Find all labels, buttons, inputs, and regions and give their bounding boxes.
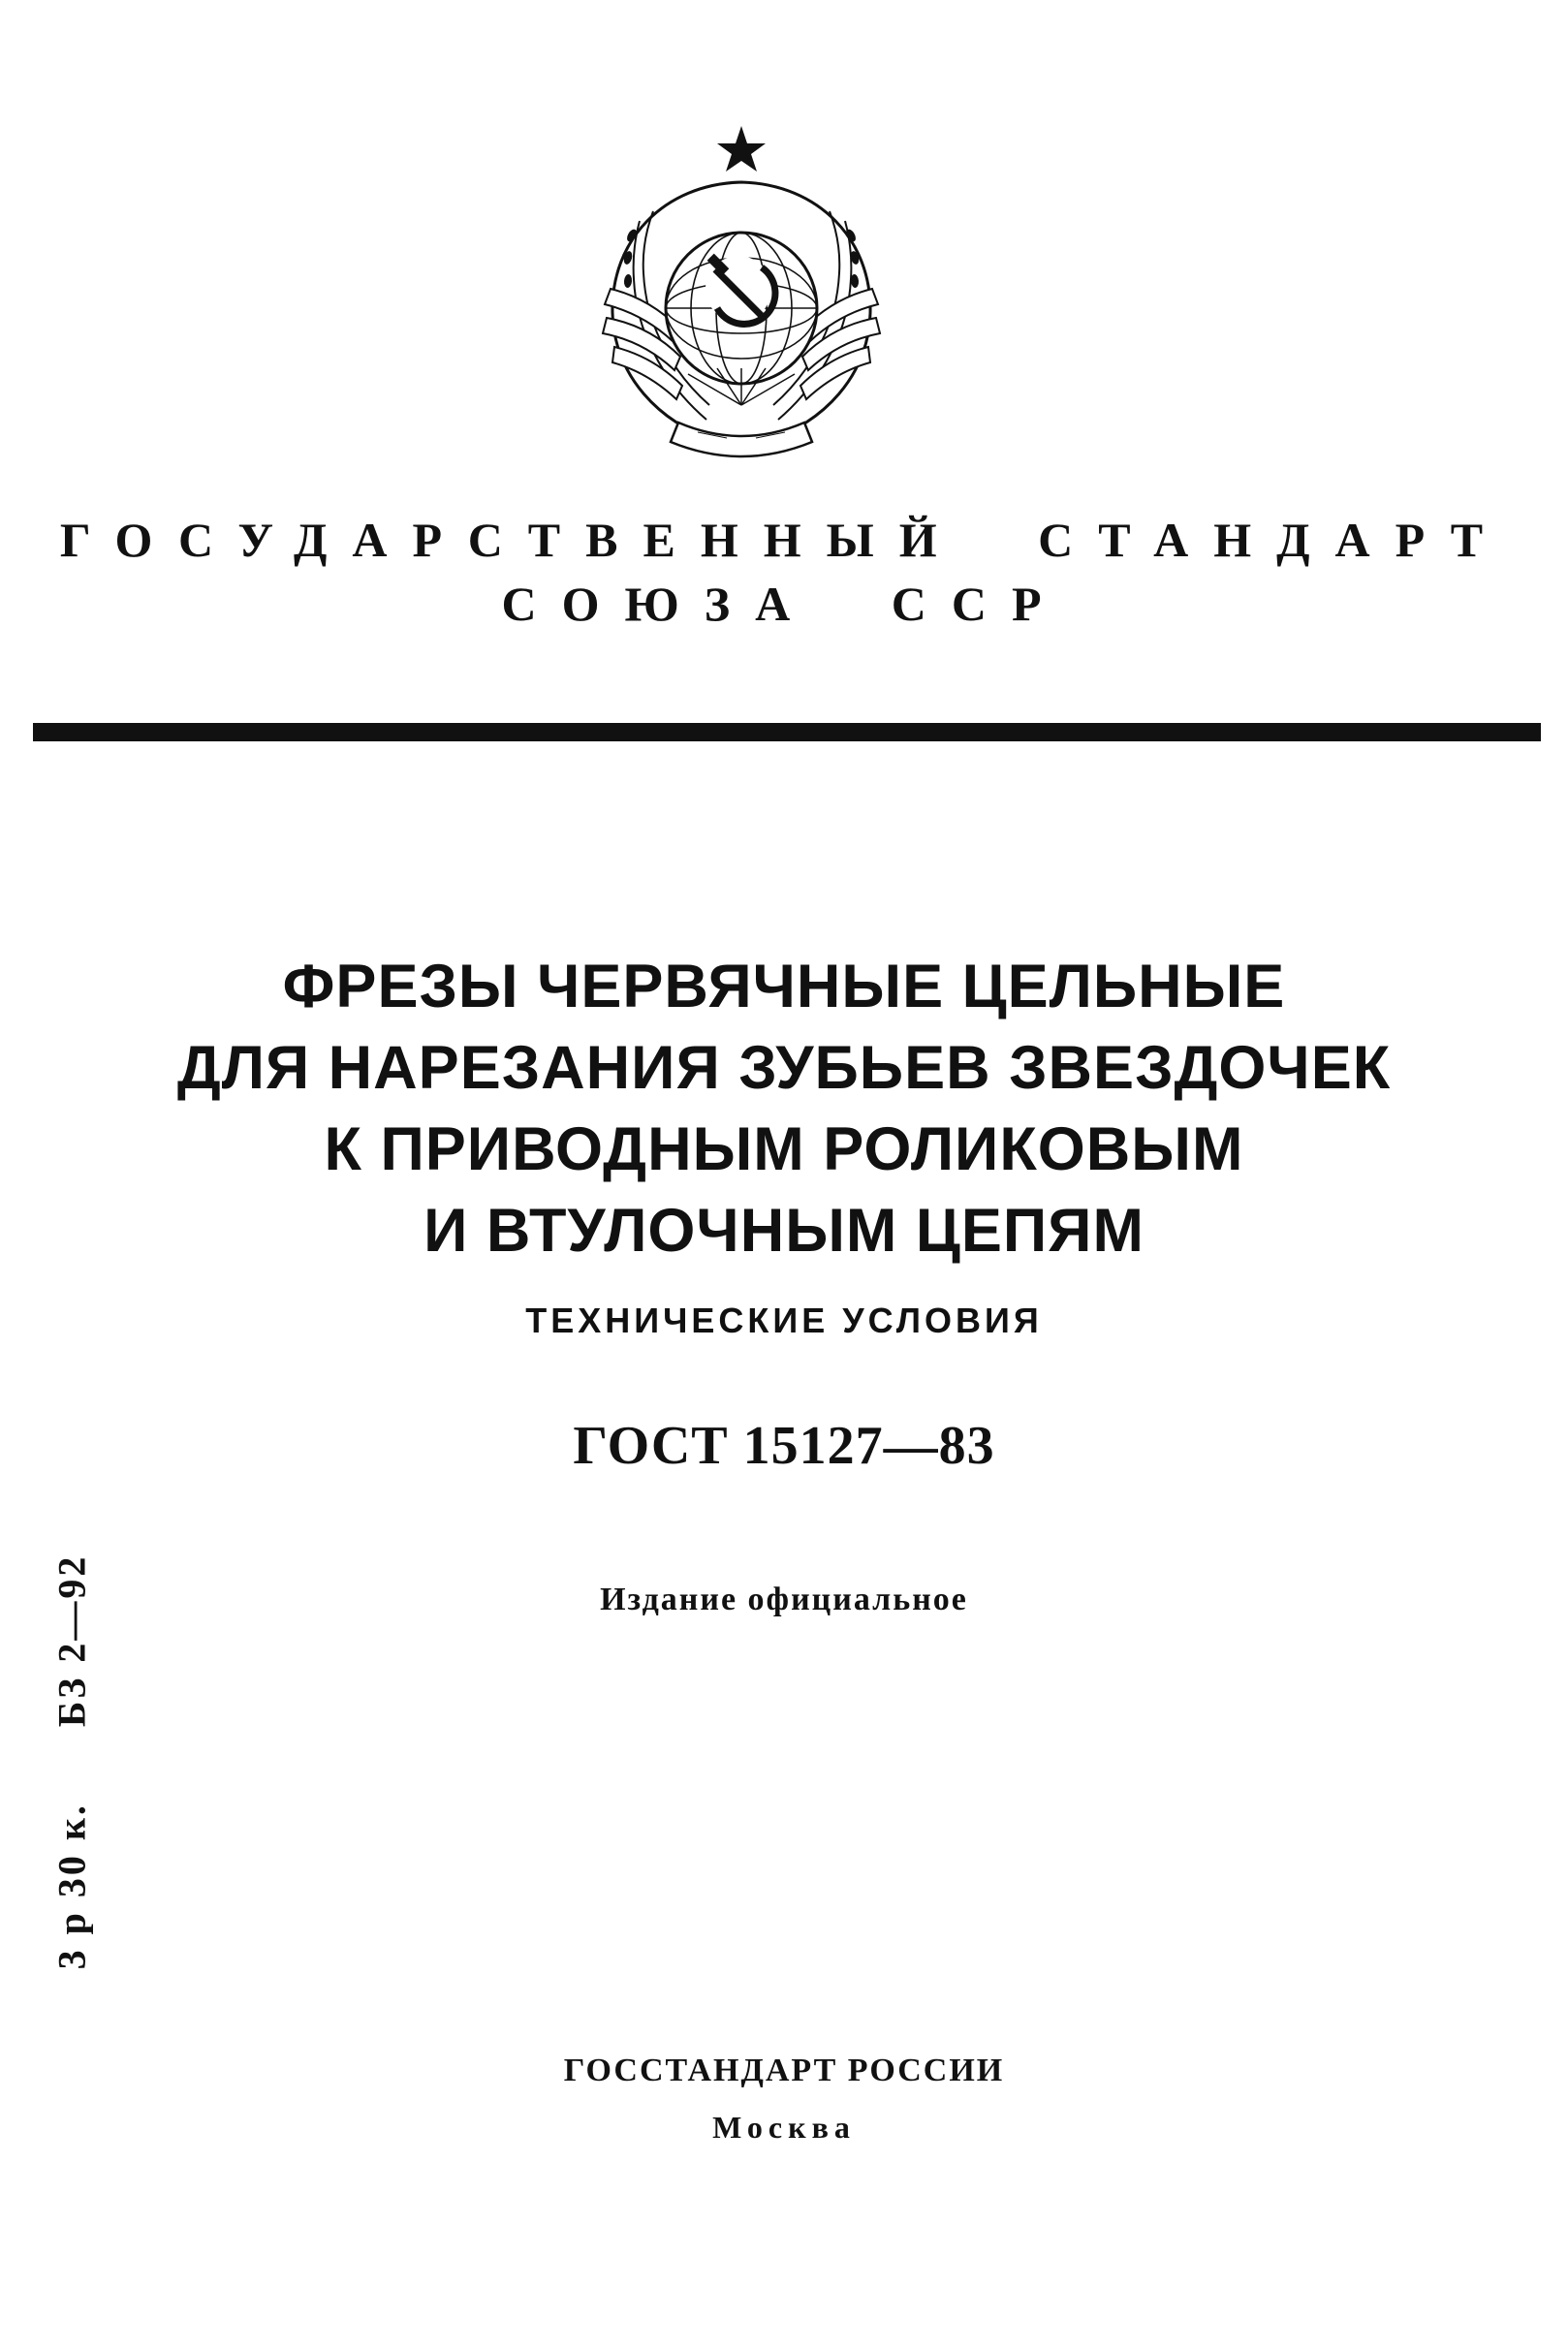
- side-note-price: 3 р 30 к.: [49, 1802, 94, 1970]
- standard-number: ГОСТ 15127—83: [573, 1416, 995, 1476]
- state-emblem: [572, 114, 911, 471]
- publisher: ГОССТАНДАРТ РОССИИ: [563, 2053, 1005, 2088]
- title-line-2: ДЛЯ НАРЕЗАНИЯ ЗУБЬЕВ ЗВЕЗДОЧЕК: [176, 1034, 1392, 1102]
- side-note: [43, 1520, 101, 2004]
- title-line-4: И ВТУЛОЧНЫМ ЦЕПЯМ: [423, 1197, 1145, 1265]
- side-note-text: [49, 1554, 95, 1970]
- publisher-city: Москва: [712, 2110, 856, 2145]
- title-line-3: К ПРИВОДНЫМ РОЛИКОВЫМ: [324, 1115, 1244, 1183]
- edition-note: Издание официальное: [600, 1582, 968, 1617]
- header-line-2: СОЮЗА ССР: [501, 577, 1067, 631]
- title-line-1: ФРЕЗЫ ЧЕРВЯЧНЫЕ ЦЕЛЬНЫЕ: [282, 953, 1286, 1020]
- document-subtitle: ТЕХНИЧЕСКИЕ УСЛОВИЯ: [525, 1301, 1043, 1340]
- header-line-1: ГОСУДАРСТВЕННЫЙ СТАНДАРТ: [59, 513, 1509, 567]
- horizontal-rule: [33, 723, 1541, 741]
- document-title: [0, 946, 1568, 1271]
- side-note-code: БЗ 2—92: [49, 1553, 94, 1728]
- star-icon: [717, 126, 766, 172]
